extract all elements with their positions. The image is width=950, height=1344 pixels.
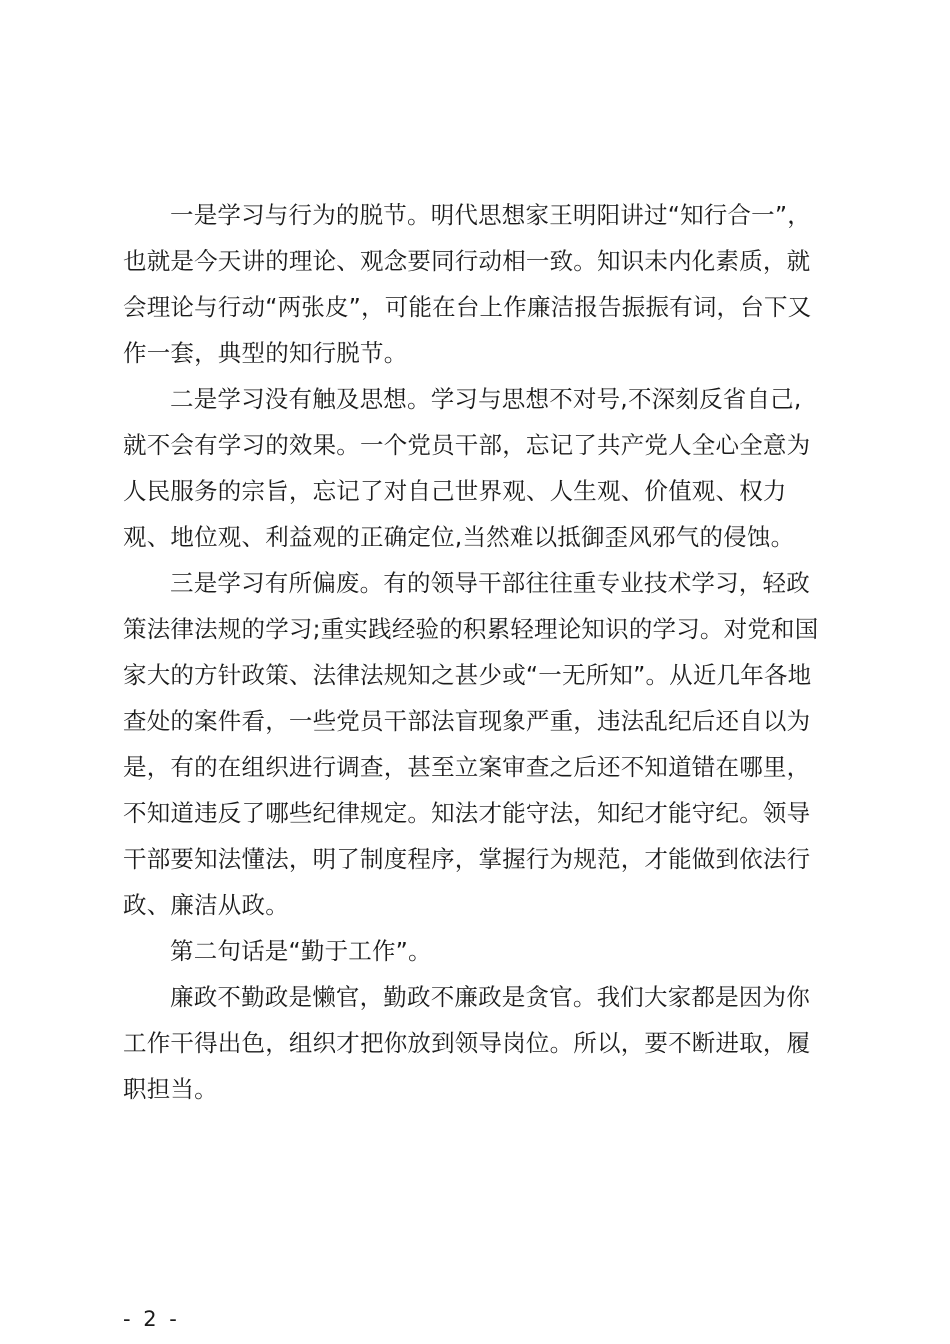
paragraph-learning-behavior-gap: 一是学习与行为的脱节。明代思想家王明阳讲过“知行合一”，也就是今天讲的理论、观念要同行动相一致。知识未内化素质，就会理论与行动“两张皮”，可能在台上作廉洁报告振振有词，台下又作一套，典型的知行脱节。 [123, 201, 812, 367]
paragraph-second-sentence-heading: 第二句话是“勤于工作”。 [170, 937, 432, 965]
body-text [123, 192, 823, 1112]
paragraph-learning-neglect: 三是学习有所偏废。有的领导干部往往重专业技术学习，轻政策法律法规的学习;重实践经验的积累轻理论知识的学习。对党和国家大的方针政策、法律法规知之甚少或“一无所知”。从近几年各地查处的案件看，一些党员干部法盲现象严重，违法乱纪后还自以为是，有的在组织进行调查，甚至立案审查之后还不知道错在哪里，不知道违反了哪些纪律规定。知法才能守法，知纪才能守纪。领导干部要知法懂法，明了制度程序，掌握行为规范，才能做到依法行政、廉洁从政。 [123, 569, 819, 919]
paragraph-learning-not-touching-thought: 二是学习没有触及思想。学习与思想不对号,不深刻反省自己,就不会有学习的效果。一个党员干部，忘记了共产党人全心全意为人民服务的宗旨，忘记了对自己世界观、人生观、价值观、权力观、地位观、利益观的正确定位,当然难以抵御歪风邪气的侵蚀。 [123, 385, 811, 551]
paragraph-diligent-work: 廉政不勤政是懒官，勤政不廉政是贪官。我们大家都是因为你工作干得出色，组织才把你放到领导岗位。所以，要不断进取，履职担当。 [123, 983, 811, 1103]
page-number: - 2 - [123, 1307, 180, 1331]
